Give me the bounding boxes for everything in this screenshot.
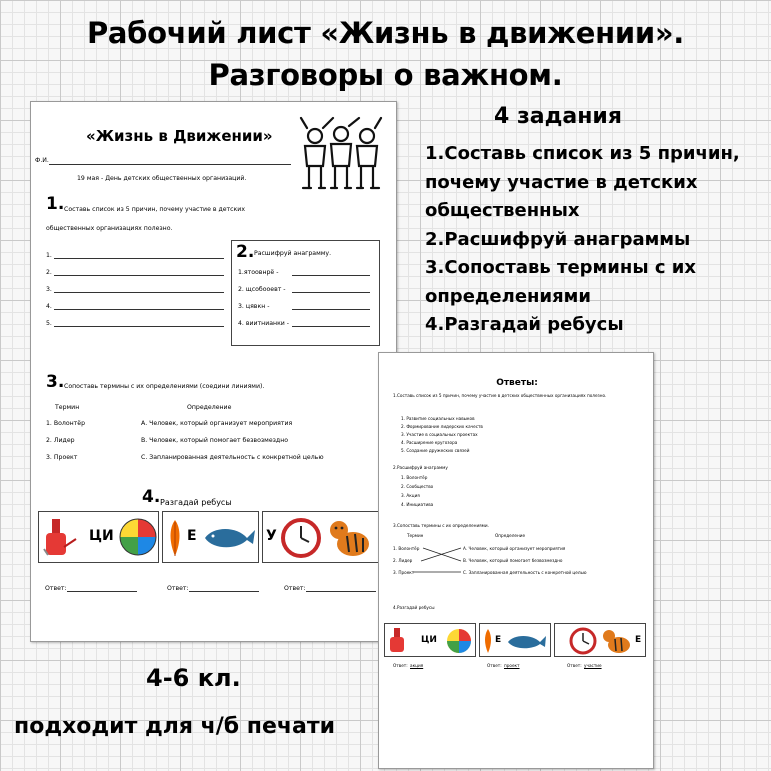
answers-rebus-2 bbox=[479, 623, 551, 657]
answers-task2-title: 2.Расшифруй анаграмму bbox=[393, 465, 448, 470]
task4-title: Разгадай ребусы bbox=[160, 498, 232, 507]
page-subtitle: Разговоры о важном. bbox=[208, 58, 563, 92]
answers-col-term: Термин bbox=[407, 533, 424, 538]
answer-line bbox=[292, 326, 370, 327]
answer-definition: А. Человек, который организует мероприятия bbox=[463, 546, 566, 551]
answer-reason: 2. Формирование лидерских качеств bbox=[401, 424, 483, 429]
definition-item: С. Запланированная деятельность с конкретной целью bbox=[141, 454, 324, 461]
answer-reason: 3. Участие в социальных проектах bbox=[401, 432, 478, 437]
answers-title: Ответы: bbox=[496, 378, 538, 388]
answer-term: 1. Волонтёр bbox=[393, 546, 420, 551]
answer-value: проект bbox=[504, 663, 520, 668]
task-summary-item: 4.Разгадай ребусы bbox=[425, 314, 624, 335]
tasks-heading: 4 задания bbox=[494, 104, 622, 129]
task2-title: Расшифруй анаграмму. bbox=[254, 250, 332, 257]
answers-task4-title: 4.Разгадай ребусы bbox=[393, 605, 435, 610]
nail-polish-icon bbox=[387, 627, 411, 655]
answer-label: Ответ: bbox=[487, 663, 502, 668]
task1-item-number: 5. bbox=[46, 320, 52, 327]
answers-rebus-3 bbox=[554, 623, 646, 657]
grade-label: 4-6 кл. bbox=[146, 664, 241, 692]
task2-number: 2. bbox=[236, 242, 255, 262]
feather-icon bbox=[167, 518, 183, 558]
answer-line bbox=[292, 275, 370, 276]
term-item: 2. Лидер bbox=[46, 437, 75, 444]
task2-box bbox=[231, 240, 380, 346]
answer-reason: 4. Расширение кругозора bbox=[401, 440, 458, 445]
task1-number: 1. bbox=[46, 194, 65, 214]
rebus-2-letters: Е bbox=[187, 528, 197, 544]
answers-rebus-1 bbox=[384, 623, 476, 657]
anagram-item: 3. цявкн - bbox=[238, 303, 270, 310]
task-summary-item: 2.Расшифруй анаграммы bbox=[425, 228, 691, 250]
answer-line bbox=[54, 258, 224, 259]
answers-preview bbox=[378, 352, 654, 769]
clock-icon bbox=[281, 518, 321, 558]
task3-col-term: Термин bbox=[55, 404, 80, 411]
answers-rebus-2-letters: Е bbox=[495, 635, 502, 645]
answer-value: акция bbox=[410, 663, 424, 668]
task1-item-number: 3. bbox=[46, 286, 52, 293]
answers-rebus-1-letters: ЦИ bbox=[421, 635, 437, 645]
task3-title: Сопоставь термины с их определениями (соедини линиями). bbox=[64, 383, 265, 390]
answers-task3-title: 3.Сопоставь термины с их определениями. bbox=[393, 523, 489, 528]
answer-anagram: 4. Инициатива bbox=[401, 502, 434, 507]
whale-icon bbox=[203, 522, 257, 554]
answer-line bbox=[189, 591, 259, 592]
task4-number: 4. bbox=[142, 487, 161, 507]
answer-line bbox=[292, 292, 370, 293]
tiger-icon bbox=[327, 516, 373, 560]
tiger-icon bbox=[601, 627, 633, 655]
tasks-list bbox=[425, 140, 770, 340]
task1-item-number: 1. bbox=[46, 252, 52, 259]
task1-item-number: 2. bbox=[46, 269, 52, 276]
answer-line bbox=[54, 275, 224, 276]
task1-text-2: общественных организациях полезно. bbox=[46, 225, 173, 232]
people-icon bbox=[293, 114, 389, 194]
worksheet-preview bbox=[30, 101, 397, 642]
task1-text-1: Составь список из 5 причин, почему участие в детских bbox=[64, 206, 245, 213]
ball-icon bbox=[445, 627, 473, 655]
rebus-3-letters: У bbox=[266, 528, 277, 544]
matching-lines bbox=[379, 353, 655, 770]
answer-anagram: 1. Волонтёр bbox=[401, 475, 428, 480]
task3-col-def: Определение bbox=[187, 404, 232, 411]
answer-label: Ответ: bbox=[567, 663, 582, 668]
answer-value: участие bbox=[584, 663, 602, 668]
rebus-2 bbox=[162, 511, 259, 563]
answer-line bbox=[54, 326, 224, 327]
date-line: 19 мая - День детских общественных организаций. bbox=[77, 175, 247, 182]
fio-line bbox=[49, 164, 291, 165]
answer-line bbox=[67, 591, 137, 592]
clock-icon bbox=[569, 627, 597, 655]
rebus-1 bbox=[38, 511, 159, 563]
answer-anagram: 2. Сообщество bbox=[401, 484, 434, 489]
answer-reason: 5. Создание дружеских связей bbox=[401, 448, 470, 453]
definition-item: А. Человек, который организует мероприятия bbox=[141, 420, 293, 427]
task-summary-item: 1.Составь список из 5 причин, почему участие в детских общественных bbox=[425, 143, 740, 221]
rebus-3 bbox=[262, 511, 390, 563]
answer-line bbox=[292, 309, 370, 310]
answer-label: Ответ: bbox=[284, 585, 306, 592]
answer-line bbox=[306, 591, 376, 592]
answer-anagram: 3. Акция bbox=[401, 493, 420, 498]
answer-line bbox=[54, 292, 224, 293]
answers-col-def: Определение bbox=[495, 533, 526, 538]
answer-line bbox=[54, 309, 224, 310]
rebus-1-letters: ЦИ bbox=[89, 528, 114, 544]
answer-definition: С. Запланированная деятельность с конкретной целью bbox=[463, 570, 587, 575]
answer-reason: 1. Развитие социальных навыков bbox=[401, 416, 475, 421]
page-title: Рабочий лист «Жизнь в движении». bbox=[86, 16, 685, 50]
anagram-item: 4. виитнианки - bbox=[238, 320, 290, 327]
task-summary-item: 3.Сопоставь термины с их определениями bbox=[425, 257, 697, 307]
answer-label: Ответ: bbox=[45, 585, 67, 592]
answer-term: 3. Проект bbox=[393, 570, 415, 575]
anagram-item: 1.ятоовнрё - bbox=[238, 269, 279, 276]
fio-label: Ф.И. bbox=[35, 157, 49, 164]
print-note: подходит для ч/б печати bbox=[14, 714, 336, 739]
definition-item: В. Человек, который помогает безвозмездно bbox=[141, 437, 289, 444]
task1-item-number: 4. bbox=[46, 303, 52, 310]
whale-icon bbox=[506, 631, 548, 653]
ball-icon bbox=[119, 517, 157, 557]
answers-task1-text: 1.Составь список из 5 причин, почему участие в детских общественных организациях полезно. bbox=[393, 393, 607, 398]
term-item: 3. Проект bbox=[46, 454, 78, 461]
nail-polish-icon bbox=[42, 517, 78, 559]
answers-rebus-3-letters: Е bbox=[635, 635, 642, 645]
term-item: 1. Волонтёр bbox=[46, 420, 86, 427]
feather-icon bbox=[483, 628, 493, 654]
anagram-item: 2. щсобооевт - bbox=[238, 286, 286, 293]
answer-label: Ответ: bbox=[393, 663, 408, 668]
answer-definition: В. Человек, который помогает безвозмездно bbox=[463, 558, 563, 563]
answer-term: 2. Лидер bbox=[393, 558, 413, 563]
task3-number: 3. bbox=[46, 372, 65, 392]
answer-label: Ответ: bbox=[167, 585, 189, 592]
worksheet-title: «Жизнь в Движении» bbox=[86, 127, 273, 145]
